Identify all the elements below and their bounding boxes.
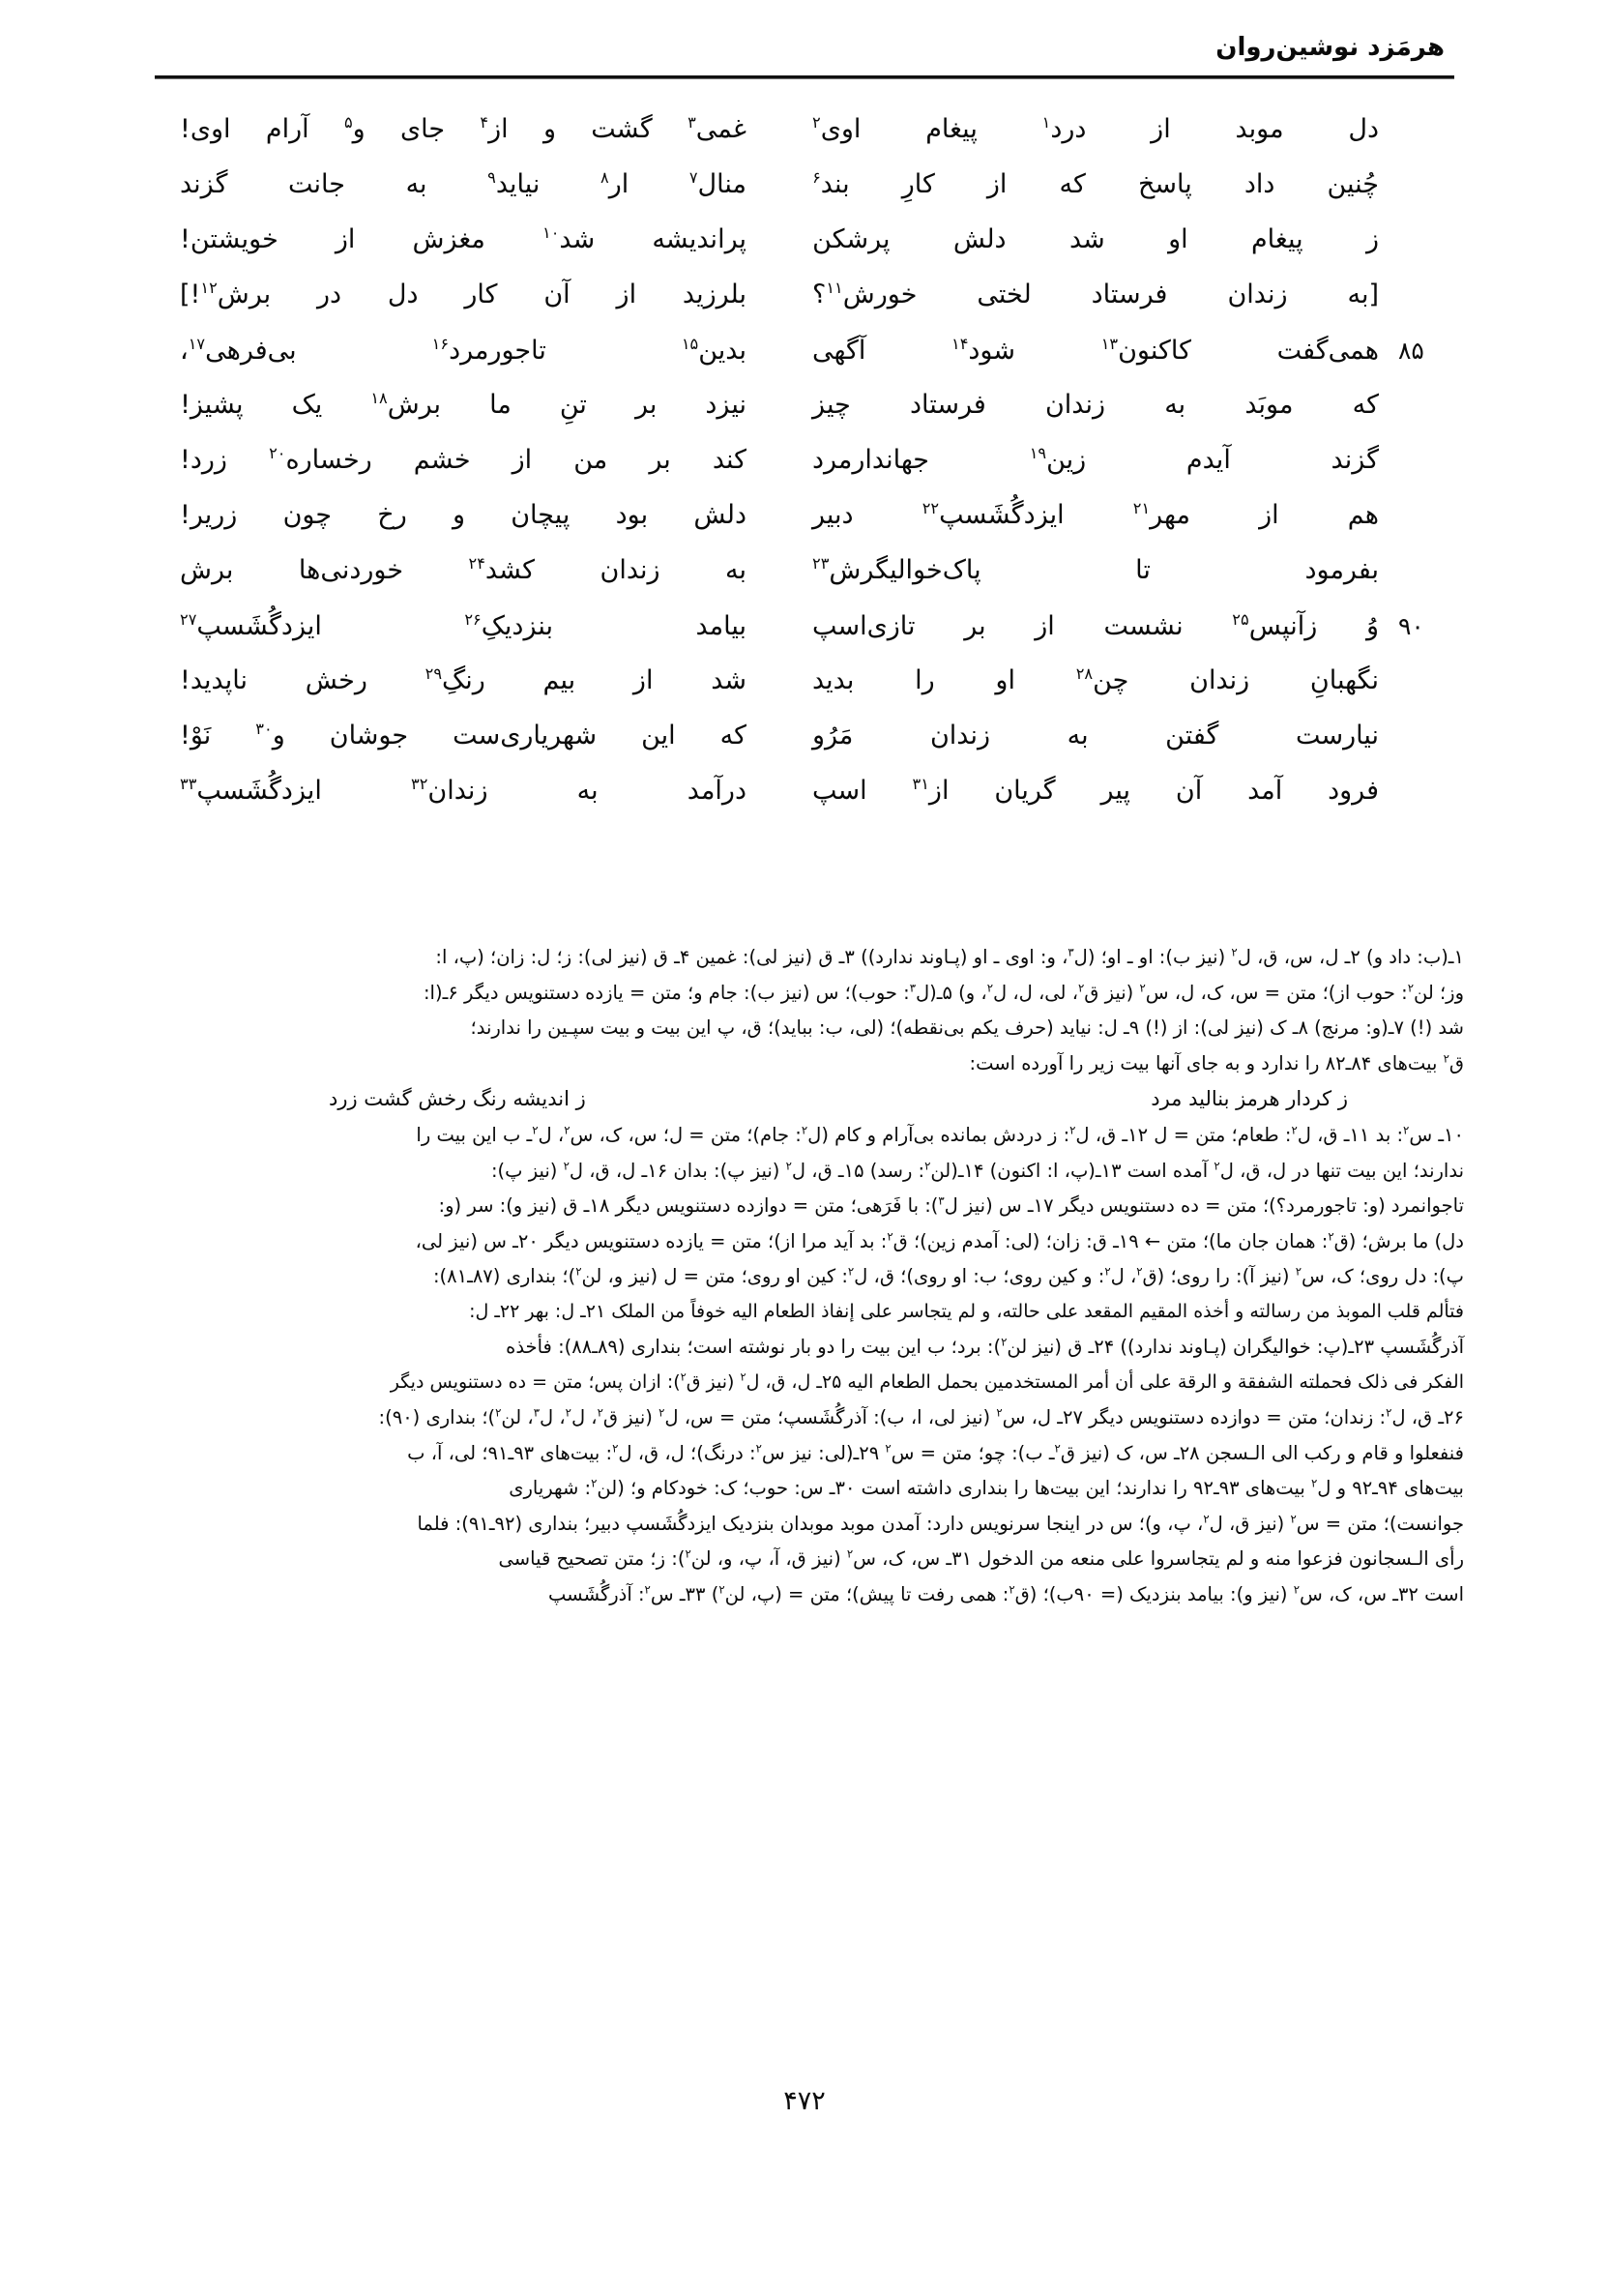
hemistich-right: [به زندان فرستاد لختی خورش$^{۱۱}$؟	[812, 279, 1379, 309]
verse-line	[164, 444, 1445, 502]
hemistich-left: درآمد به زندان$^{۳۲}$ ایزدگُشَسپ$^{۳۳}$	[180, 775, 746, 806]
verse-line	[164, 775, 1445, 833]
hemistich-left: پراندیشه شد$^{۱۰}$ مغزش از خویشتن!	[180, 223, 746, 254]
hemistich-left: کند بر من از خشم رخساره$^{۲۰}$ زرد!	[180, 444, 746, 475]
apparatus-line: ۱ـ(ب: داد و) ۲ـ ل، س، ق، ل$^۲$ (نیز ب): او ـ او؛ (ل$^۳$، و: اوی ـ او (پـاوند ندارد)) ۳ـ ق (نیز لی): غمین ۴ـ ق (نیز لی): ز؛ ل: زان؛ (پ، ا:	[435, 945, 1464, 968]
verse-line-number: ۹۰	[1398, 612, 1424, 640]
hemistich-left: دلش بود پیچان و رخ چون زریر!	[180, 500, 746, 530]
hemistich-left: غمی$^۳$ گشت و از$^۴$ جای و$^۵$ آرام اوی!	[180, 113, 746, 144]
hemistich-right: وُ زآنپس$^{۲۵}$ نشست از بر تازی‌اسپ	[812, 610, 1379, 641]
verse-line	[164, 113, 1445, 171]
verse-block	[164, 113, 1445, 833]
hemistich-right: هم از مهر$^{۲۱}$ ایزدگُشَسپ$^{۲۲}$ دبیر	[812, 499, 1379, 530]
verse-line	[164, 722, 1445, 778]
apparatus-quoted-distich	[145, 1089, 1464, 1126]
apparatus-line: پ): دل روی؛ ک، س$^۲$ (نیز آ): را روی؛ (ق$^۲$، ل$^۲$: و کین روی؛ ب: او روی)؛ ق، ل$^۲$: کین او روی؛ متن = ل (نیز و، لن$^۲$)؛ بنداری (۸۷ـ۸۱):	[432, 1264, 1464, 1287]
verse-line	[164, 554, 1445, 612]
apparatus-line: تاجوانمرد (و: تاجورمرد؟)؛ متن = ده دستنویس دیگر ۱۷ـ س (نیز ل$^۳$): با فَرَهی؛ متن = دوازده دستنویس دیگر ۱۸ـ ق (نیز و): سر (و:	[438, 1193, 1464, 1217]
hemistich-right: گزند آیدم زین$^{۱۹}$ جهاندارمرد	[812, 444, 1379, 475]
apparatus-line: ندارند؛ این بیت تنها در ل، ق، ل$^۲$ آمده است ۱۳ـ(پ، ا: اکنون) ۱۴ـ(لن$^۲$: رسد) ۱۵ـ ق، ل$^۲$ (نیز پ): بدان ۱۶ـ ل، ق، ل$^۲$ (نیز پ):	[490, 1159, 1464, 1182]
hemistich-left: بلرزید از آن کار دل در برش$^{۱۲}$!]	[180, 279, 746, 309]
verse-line	[164, 499, 1445, 557]
apparatus-line: آذرگُشَسپ ۲۳ـ(پ: خوالیگران (پـاوند ندارد)) ۲۴ـ ق (نیز لن$^۲$): برد؛ ب این بیت را دو بار نوشته است؛ بنداری (۸۹ـ۸۸): فأخذه	[506, 1335, 1464, 1358]
hemistich-left: نیزد بر تنِ ما برش$^{۱۸}$ یک پشیز!	[180, 389, 746, 420]
hemistich-right: نیارست گفتن به زندان مَرُو	[812, 721, 1379, 751]
critical-apparatus	[145, 945, 1464, 1620]
apparatus-line: فتألم قلب الموبذ من رسالته و أخذه المقیم المقعد علی حالته، و لم یتجاسر علی إنفاذ الطعام الیه خوفاً من الملک ۲۱ـ ل: بهر ۲۲ـ ل:	[469, 1300, 1464, 1322]
hemistich-right: فرود آمد آن پیر گریان از$^{۳۱}$ اسپ	[812, 775, 1379, 806]
apparatus-distich-left: ز اندیشه رنگ رخش گشت زرد	[329, 1087, 586, 1110]
verse-line	[164, 223, 1445, 281]
apparatus-distich-right: ز کردار هرمز بنالید مرد	[1151, 1087, 1348, 1110]
hemistich-right: دل موبد از درد$^۱$ پیغام اوی$^۲$	[812, 113, 1379, 144]
hemistich-left: به زندان کشد$^{۲۴}$ خوردنی‌ها برش	[180, 554, 746, 585]
hemistich-right: بفرمود تا پاک‌خوالیگرش$^{۲۳}$	[812, 554, 1379, 585]
apparatus-line: الفکر فی ذلک فحملته الشفقة و الرقة علی أن أمر المستخدمین بحمل الطعام الیه ۲۵ـ ل، ق، ل$^۲$ (نیز ق$^۲$): ازان پس؛ متن = ده دستنویس دیگر	[390, 1369, 1464, 1393]
running-head-title: هرمَزد نوشین‌روان	[1215, 33, 1445, 62]
hemistich-right: ز پیغام او شد دلش پرشکن	[812, 224, 1379, 254]
folio-number: ۴۷۲	[783, 2086, 826, 2116]
hemistich-left: بیامد بنزدیکِ$^{۲۶}$ ایزدگُشَسپ$^{۲۷}$	[180, 610, 746, 641]
verse-line	[164, 168, 1445, 226]
apparatus-line: بیت‌های ۹۴ـ۹۲ و ل$^۲$ بیت‌های ۹۳ـ۹۲ را ندارند؛ این بیت‌ها را بنداری داشته است ۳۰ـ س: حوب؛ ک: خودکام و؛ (لن$^۲$: شهریاری	[509, 1476, 1464, 1499]
apparatus-line: ۱۰ـ س$^۲$: بد ۱۱ـ ق، ل$^۲$: طعام؛ متن = ل ۱۲ـ ق، ل$^۲$: ز دردش بمانده بی‌آرام و کام (ل$^۲$: جام)؛ متن = ل؛ س، ک، س$^۲$، ل$^۲$ـ ب این بیت را	[416, 1123, 1464, 1146]
header-rule	[155, 75, 1454, 78]
running-head	[155, 33, 1454, 77]
hemistich-right: همی‌گفت کاکنون$^{۱۳}$ شود$^{۱۴}$ آگهی	[812, 335, 1379, 366]
hemistich-right: چُنین داد پاسخ که از کارِ بند$^۶$	[812, 168, 1379, 199]
hemistich-left: شد از بیم رنگِ$^{۲۹}$ رخش ناپدید!	[180, 664, 746, 695]
verse-line-number: ۸۵	[1398, 337, 1424, 365]
apparatus-line: دل) ما برش؛ (ق$^۲$: همان جان ما)؛ متن ← ۱۹ـ ق: زان؛ (لی: آمدم زین)؛ ق$^۲$: بد آید مرا از)؛ متن = یازده دستنویس دیگر ۲۰ـ س (نیز لی،	[415, 1229, 1464, 1252]
apparatus-line: جوانست)؛ متن = س$^۲$ (نیز ق، ل$^۲$، پ، و)؛ س در اینجا سرنویس دارد: آمدن موبد موبدان بنزدیک ایزدگُشَسپ دبیر؛ بنداری (۹۲ـ۹۱): فلما	[417, 1512, 1464, 1535]
hemistich-left: بدین$^{۱۵}$ تاجورمرد$^{۱۶}$ بی‌فرهی$^{۱۷}$،	[180, 335, 746, 366]
verse-line	[164, 612, 1445, 667]
apparatus-line: فنفعلوا و قام و رکب الی الـسجن ۲۸ـ س، ک (نیز ق$^۲$ـ ب): چو؛ متن = س$^۲$ ۲۹ـ(لی: نیز س$^۲$: درنگ)؛ ل، ق، ل$^۲$: بیت‌های ۹۳ـ۹۱؛ لی، آ، ب	[407, 1441, 1464, 1464]
apparatus-line: است ۳۲ـ س، ک، س$^۲$ (نیز و): بیامد بنزدیک (= ۹۰ب)؛ (ق$^۲$: همی رفت تا پیش)؛ متن = (پ، لن$^۲$) ۳۳ـ س$^۲$: آذرگُشَسپ	[548, 1582, 1464, 1605]
verse-line	[164, 389, 1445, 447]
hemistich-right: که موبَد به زندان فرستاد چیز	[812, 390, 1379, 420]
apparatus-line: شد (!) ۷ـ(و: مرنج) ۸ـ ک (نیز لی): از (!) ۹ـ ل: نیاید (حرف یکم بی‌نقطه)؛ (لی، ب: بباید)؛ ق، پ این بیت و بیت سپـین را ندارند؛	[470, 1016, 1464, 1039]
verse-line	[164, 337, 1445, 392]
apparatus-line: ق$^۲$ بیت‌های ۸۴ـ۸۲ را ندارد و به جای آنها بیت زیر را آورده است:	[969, 1051, 1464, 1074]
hemistich-right: نگهبانِ زندان چن$^{۲۸}$ او را بدید	[812, 664, 1379, 695]
apparatus-line: رأی الـسجانون فزعوا منه و لم یتجاسروا علی منعه من الدخول ۳۱ـ س، ک، س$^۲$ (نیز ق، آ، پ، و، لن$^۲$): ز؛ متن تصحیح قیاسی	[498, 1546, 1464, 1570]
apparatus-line: ۲۶ـ ق، ل$^۲$: زندان؛ متن = دوازده دستنویس دیگر ۲۷ـ ل، س$^۲$ (نیز لی، ا، ب): آذرگُشَسپ؛ متن = س، ل$^۲$ (نیز ق$^۲$، ل$^۲$، ل$^۳$، لن$^۲$)؛ بنداری (۹۰):	[378, 1405, 1464, 1428]
apparatus-line: وز؛ لن$^۲$: حوب از)؛ متن = س، ک، ل، س$^۲$ (نیز ق$^۲$، لی، ل، ل$^۲$، و) ۵ـ(ل$^۳$: حوب)؛ س (نیز ب): جام و؛ متن = یازده دستنویس دیگر ۶ـ(ا:	[423, 981, 1464, 1004]
verse-line	[164, 664, 1445, 722]
hemistich-left: که این شهریاری‌ست جوشان و$^{۳۰}$ نَوْ!	[180, 720, 746, 751]
verse-line	[164, 281, 1445, 337]
hemistich-left: منال$^۷$ ار$^۸$ نیاید$^۹$ به جانت گزند	[180, 168, 746, 199]
